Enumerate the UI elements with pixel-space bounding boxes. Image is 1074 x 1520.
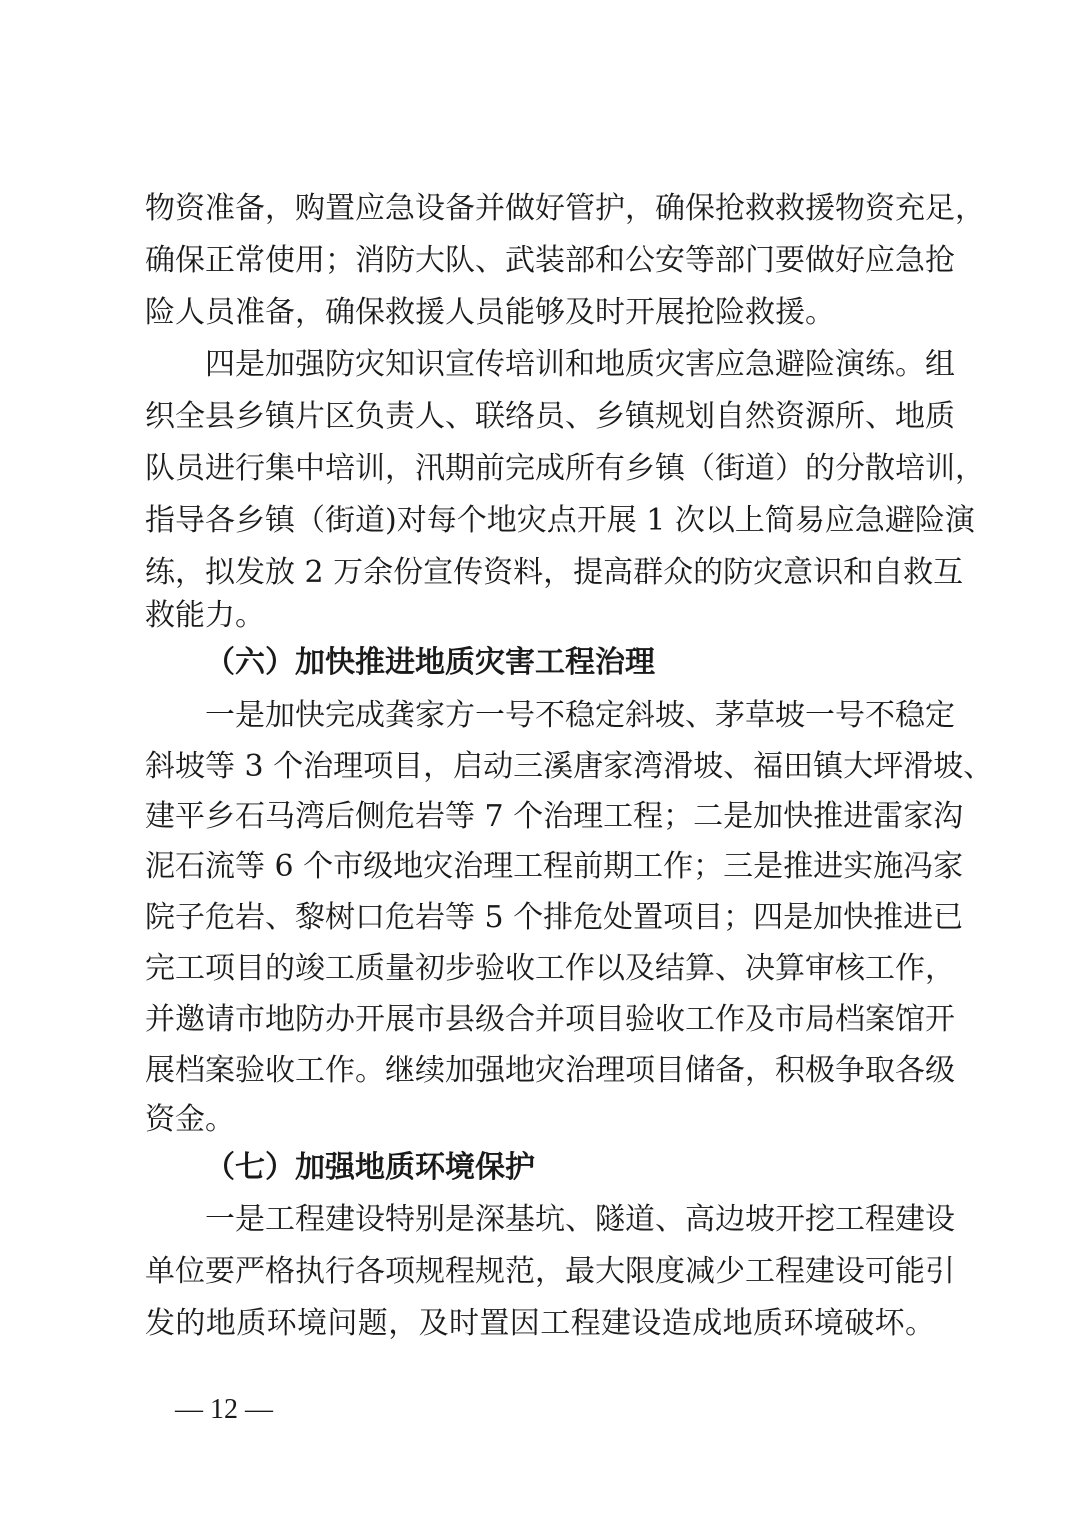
- text-line: 发的地质环境问题，及时置因工程建设造成地质环境破坏。: [145, 1306, 935, 1341]
- page-number: — 12 —: [175, 1394, 273, 1425]
- paragraph-first-line: 一是工程建设特别是深基坑、隧道、高边坡开挖工程建设: [205, 1202, 955, 1237]
- text-line: 单位要严格执行各项规程规范，最大限度减少工程建设可能引: [145, 1254, 955, 1289]
- paragraph-first-line: 一是加快完成龚家方一号不稳定斜坡、茅草坡一号不稳定: [205, 698, 955, 733]
- text-line: 确保正常使用；消防大队、武装部和公安等部门要做好应急抢: [145, 243, 955, 278]
- text-line: 队员进行集中培训，汛期前完成所有乡镇（街道）的分散培训，: [145, 451, 985, 486]
- text-line: 并邀请市地防办开展市县级合并项目验收工作及市局档案馆开: [145, 1002, 955, 1037]
- text-line: 院子危岩、黎树口危岩等 5 个排危处置项目；四是加快推进已: [145, 900, 964, 935]
- text-line: 资金。: [145, 1102, 235, 1137]
- text-line: 织全县乡镇片区负责人、联络员、乡镇规划自然资源所、地质: [145, 399, 955, 434]
- text-line: 物资准备，购置应急设备并做好管护，确保抢救救援物资充足，: [145, 191, 985, 226]
- text-line: 斜坡等 3 个治理项目，启动三溪唐家湾滑坡、福田镇大坪滑坡、: [145, 749, 994, 784]
- text-line: 展档案验收工作。继续加强地灾治理项目储备，积极争取各级: [145, 1053, 955, 1088]
- text-line: 建平乡石马湾后侧危岩等 7 个治理工程；二是加快推进雷家沟: [145, 799, 964, 834]
- paragraph-first-line: 四是加强防灾知识宣传培训和地质灾害应急避险演练。组: [205, 347, 955, 382]
- text-line: 险人员准备，确保救援人员能够及时开展抢险救援。: [145, 295, 835, 330]
- section-heading-six: （六）加快推进地质灾害工程治理: [205, 645, 655, 680]
- text-line: 指导各乡镇（街道)对每个地灾点开展 1 次以上简易应急避险演: [145, 503, 975, 538]
- text-line: 完工项目的竣工质量初步验收工作以及结算、决算审核工作，: [145, 951, 955, 986]
- section-heading-seven: （七）加强地质环境保护: [205, 1150, 535, 1185]
- text-line: 练，拟发放 2 万余份宣传资料，提高群众的防灾意识和自救互: [145, 555, 964, 590]
- text-line: 泥石流等 6 个市级地灾治理工程前期工作；三是推进实施冯家: [145, 849, 964, 884]
- text-line: 救能力。: [145, 598, 265, 633]
